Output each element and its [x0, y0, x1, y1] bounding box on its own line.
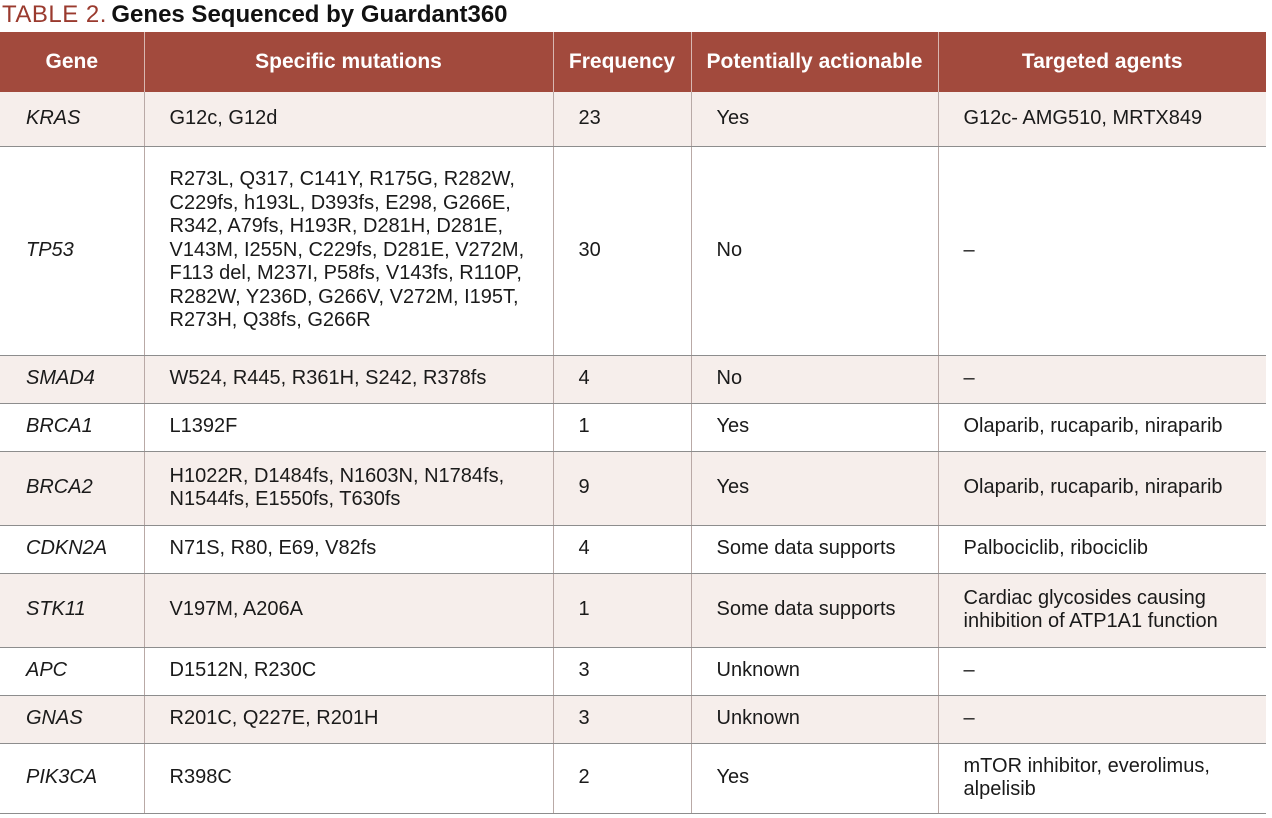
- actionable-cell: Yes: [691, 743, 938, 813]
- actionable-cell: Unknown: [691, 695, 938, 743]
- actionable-cell: Some data supports: [691, 573, 938, 647]
- mutations-cell: V197M, A206A: [144, 573, 553, 647]
- mutations-cell: H1022R, D1484fs, N1603N, N1784fs, N1544fs, E1550fs, T630fs: [144, 451, 553, 525]
- frequency-cell: 1: [553, 573, 691, 647]
- agents-cell: G12c- AMG510, MRTX849: [938, 92, 1266, 146]
- gene-cell: PIK3CA: [0, 743, 144, 813]
- header-frequency: Frequency: [553, 32, 691, 92]
- actionable-cell: No: [691, 355, 938, 403]
- header-potentially-actionable: Potentially actionable: [691, 32, 938, 92]
- table-number: TABLE 2.: [2, 1, 107, 28]
- agents-cell: –: [938, 146, 1266, 355]
- frequency-cell: 2: [553, 743, 691, 813]
- gene-cell: GNAS: [0, 695, 144, 743]
- frequency-cell: 4: [553, 525, 691, 573]
- actionable-cell: Yes: [691, 451, 938, 525]
- agents-cell: Cardiac glycosides causing inhibition of ATP1A1 function: [938, 573, 1266, 647]
- actionable-cell: Some data supports: [691, 525, 938, 573]
- agents-cell: –: [938, 355, 1266, 403]
- agents-cell: Palbociclib, ribociclib: [938, 525, 1266, 573]
- table-row: [0, 146, 1266, 355]
- frequency-cell: 4: [553, 355, 691, 403]
- gene-cell: BRCA1: [0, 403, 144, 451]
- table-row: [0, 92, 1266, 146]
- gene-cell: KRAS: [0, 92, 144, 146]
- table-row: [0, 451, 1266, 525]
- header-row: [0, 32, 1266, 92]
- table-row: [0, 573, 1266, 647]
- mutations-cell: D1512N, R230C: [144, 647, 553, 695]
- gene-cell: SMAD4: [0, 355, 144, 403]
- table-caption: [0, 0, 1272, 32]
- actionable-cell: Unknown: [691, 647, 938, 695]
- frequency-cell: 1: [553, 403, 691, 451]
- agents-cell: –: [938, 647, 1266, 695]
- genes-table: [0, 32, 1266, 814]
- table-row: [0, 403, 1266, 451]
- table-row: [0, 647, 1266, 695]
- table-row: [0, 695, 1266, 743]
- table-row: [0, 525, 1266, 573]
- gene-cell: APC: [0, 647, 144, 695]
- mutations-cell: G12c, G12d: [144, 92, 553, 146]
- table-row: [0, 355, 1266, 403]
- actionable-cell: Yes: [691, 403, 938, 451]
- table-header: [0, 32, 1266, 92]
- agents-cell: Olaparib, rucaparib, niraparib: [938, 451, 1266, 525]
- frequency-cell: 3: [553, 647, 691, 695]
- frequency-cell: 9: [553, 451, 691, 525]
- table-body: [0, 92, 1266, 813]
- mutations-cell: R201C, Q227E, R201H: [144, 695, 553, 743]
- mutations-cell: L1392F: [144, 403, 553, 451]
- mutations-cell: R398C: [144, 743, 553, 813]
- header-gene: Gene: [0, 32, 144, 92]
- header-targeted-agents: Targeted agents: [938, 32, 1266, 92]
- agents-cell: –: [938, 695, 1266, 743]
- frequency-cell: 23: [553, 92, 691, 146]
- header-specific-mutations: Specific mutations: [144, 32, 553, 92]
- frequency-cell: 30: [553, 146, 691, 355]
- gene-cell: TP53: [0, 146, 144, 355]
- table-title: Genes Sequenced by Guardant360: [111, 1, 508, 28]
- gene-cell: STK11: [0, 573, 144, 647]
- agents-cell: mTOR inhibitor, everolimus, alpelisib: [938, 743, 1266, 813]
- actionable-cell: Yes: [691, 92, 938, 146]
- mutations-cell: W524, R445, R361H, S242, R378fs: [144, 355, 553, 403]
- table-row: [0, 743, 1266, 813]
- gene-cell: CDKN2A: [0, 525, 144, 573]
- actionable-cell: No: [691, 146, 938, 355]
- frequency-cell: 3: [553, 695, 691, 743]
- mutations-cell: R273L, Q317, C141Y, R175G, R282W, C229fs, h193L, D393fs, E298, G266E, R342, A79fs, H193R, D281H, D281E, V143M, I255N, C229fs, D281E, V272M, F113 del, M237I, P58fs, V143fs, R110P, R282W, Y236D, G266V, V272M, I195T, R273H, Q38fs, G266R: [144, 146, 553, 355]
- gene-cell: BRCA2: [0, 451, 144, 525]
- agents-cell: Olaparib, rucaparib, niraparib: [938, 403, 1266, 451]
- mutations-cell: N71S, R80, E69, V82fs: [144, 525, 553, 573]
